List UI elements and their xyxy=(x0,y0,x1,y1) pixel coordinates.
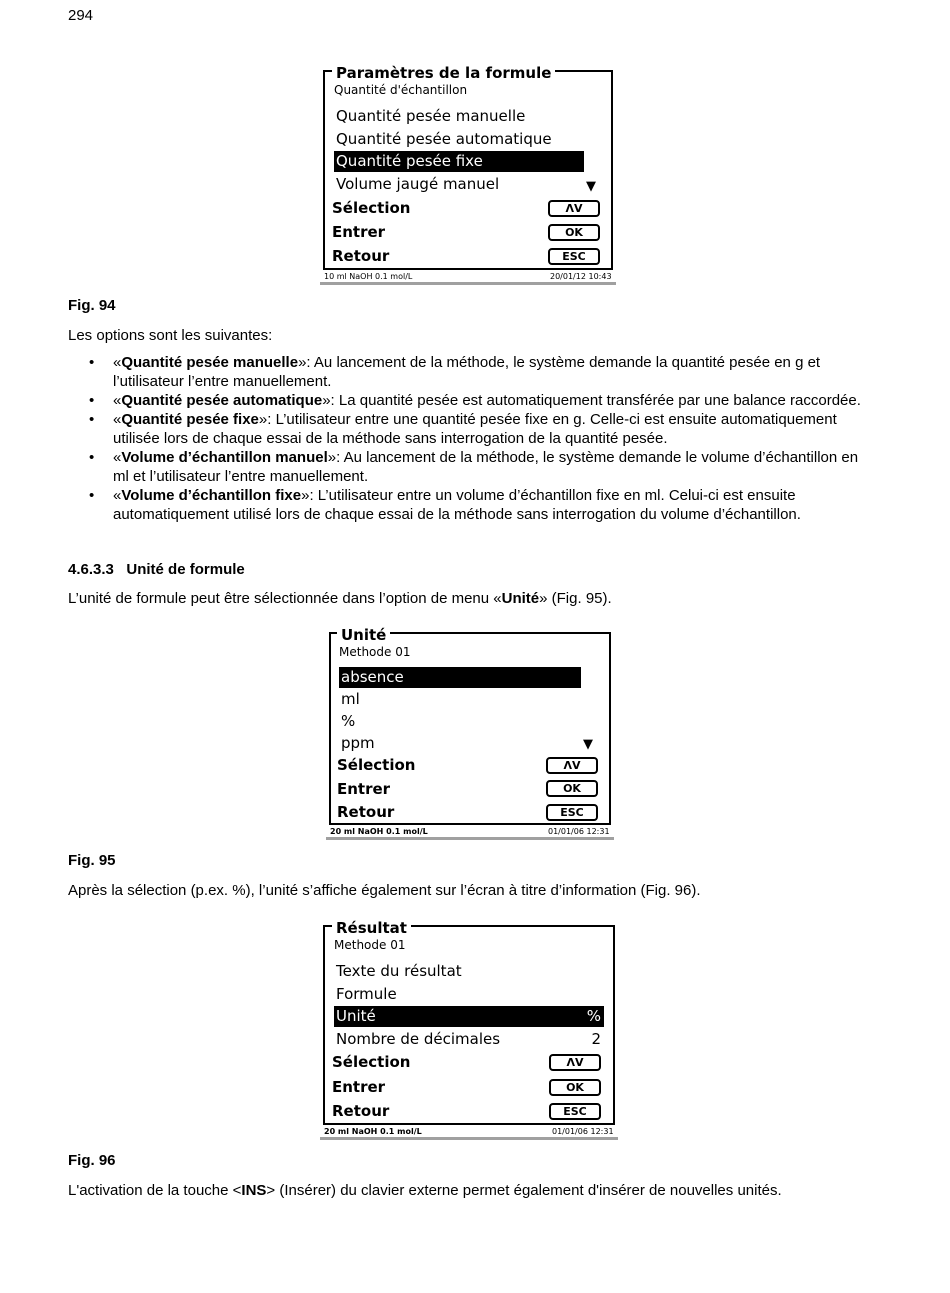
after-paragraph: Après la sélection (p.ex. %), l’unité s’affiche également sur l’écran à titre d’information (Fig. 96). xyxy=(68,882,701,899)
fig94-status-left: 10 ml NaOH 0.1 mol/L xyxy=(324,272,413,281)
intro-text: Les options sont les suivantes: xyxy=(68,327,273,344)
list-item: • «Volume d’échantillon fixe»: L’utilisateur entre un volume d’échantillon fixe en ml. Celui-ci est ensuite automatiquement utilisé lors de chaque essai de la méthode sans interrogation du volume d’échantillon. xyxy=(89,487,801,523)
list-item: • «Volume d’échantillon manuel»: Au lancement de la méthode, le système demande le volume d’échantillon en ml et l’utilisateur l’entre manuellement. xyxy=(89,449,859,485)
fig96-updown-button[interactable]: ΛV xyxy=(549,1054,601,1071)
fig94-key-enter: Entrer xyxy=(332,223,386,241)
fig95-caption: Fig. 95 xyxy=(68,852,116,869)
fig94-item-volume-manual[interactable]: Volume jaugé manuel xyxy=(336,175,500,193)
list-item: • «Quantité pesée automatique»: La quantité pesée est automatiquement transférée par une balance raccordée. xyxy=(89,392,861,409)
fig94-status-right: 20/01/12 10:43 xyxy=(550,272,612,281)
fig94-item-automatic[interactable]: Quantité pesée automatique xyxy=(336,130,552,148)
section-heading: 4.6.3.3 Unité de formule xyxy=(68,561,245,578)
options-list xyxy=(68,353,868,524)
fig96-status-right: 01/01/06 12:31 xyxy=(552,1127,614,1136)
fig94-caption: Fig. 94 xyxy=(68,297,116,314)
fig94-updown-button[interactable]: ΛV xyxy=(548,200,600,217)
fig95-subtitle: Methode 01 xyxy=(339,645,411,659)
fig96-item-formula[interactable]: Formule xyxy=(336,985,397,1003)
fig95-item-ppm[interactable]: ppm xyxy=(341,734,375,752)
fig96-subtitle: Methode 01 xyxy=(334,938,406,952)
fig95-shadow xyxy=(326,837,614,840)
fig96-shadow xyxy=(320,1137,618,1140)
fig95-screen xyxy=(326,624,614,842)
fig95-key-selection: Sélection xyxy=(337,756,416,774)
fig94-subtitle: Quantité d'échantillon xyxy=(334,83,468,97)
fig95-key-back: Retour xyxy=(337,803,395,821)
fig96-key-back: Retour xyxy=(332,1102,390,1120)
down-triangle-icon: ▼ xyxy=(583,737,593,752)
fig96-item-decimals[interactable]: Nombre de décimales 2 xyxy=(336,1030,601,1048)
fig96-key-selection: Sélection xyxy=(332,1053,411,1071)
fig96-item-result-text[interactable]: Texte du résultat xyxy=(336,962,462,980)
list-item: • «Quantité pesée fixe»: L’utilisateur entre une quantité pesée fixe en g. Celle-ci est ensuite automatiquement utilisée lors de chaque essai de la méthode sans interrogation de la quantité pesée. xyxy=(89,411,837,447)
down-triangle-icon: ▼ xyxy=(586,179,596,194)
fig95-item-ml[interactable]: ml xyxy=(341,690,360,708)
fig96-item-unit[interactable]: Unité % xyxy=(334,1006,604,1027)
fig96-ok-button[interactable]: OK xyxy=(549,1079,601,1096)
fig95-status-left: 20 ml NaOH 0.1 mol/L xyxy=(330,827,428,836)
fig96-decimals-value: 2 xyxy=(591,1030,601,1048)
fig94-title: Paramètres de la formule xyxy=(332,65,555,81)
fig94-esc-button[interactable]: ESC xyxy=(548,248,600,265)
fig95-key-enter: Entrer xyxy=(337,780,391,798)
fig96-key-enter: Entrer xyxy=(332,1078,386,1096)
fig94-key-back: Retour xyxy=(332,247,390,265)
fig95-title: Unité xyxy=(337,627,390,643)
fig94-key-selection: Sélection xyxy=(332,199,411,217)
fig94-item-fixed[interactable]: Quantité pesée fixe xyxy=(334,151,584,172)
ins-paragraph: L'activation de la touche <INS> (Insérer) du clavier externe permet également d'insérer de nouvelles unités. xyxy=(68,1182,782,1199)
fig94-shadow xyxy=(320,282,616,285)
unit-paragraph: L’unité de formule peut être sélectionnée dans l’option de menu «Unité» (Fig. 95). xyxy=(68,590,612,607)
fig94-item-manual[interactable]: Quantité pesée manuelle xyxy=(336,107,526,125)
fig95-item-absence[interactable]: absence xyxy=(339,667,581,688)
fig94-ok-button[interactable]: OK xyxy=(548,224,600,241)
fig96-title: Résultat xyxy=(332,920,411,936)
fig95-item-percent[interactable]: % xyxy=(341,712,356,730)
page-number: 294 xyxy=(68,7,94,24)
fig94-screen xyxy=(320,62,616,288)
list-item: • «Quantité pesée manuelle»: Au lancement de la méthode, le système demande la quantité pesée en g et l’utilisateur l’entre manuellement. xyxy=(89,354,821,390)
fig96-screen xyxy=(320,917,618,1143)
fig96-caption: Fig. 96 xyxy=(68,1152,116,1169)
fig96-esc-button[interactable]: ESC xyxy=(549,1103,601,1120)
fig95-updown-button[interactable]: ΛV xyxy=(546,757,598,774)
fig95-status-right: 01/01/06 12:31 xyxy=(548,827,610,836)
fig95-ok-button[interactable]: OK xyxy=(546,780,598,797)
fig95-esc-button[interactable]: ESC xyxy=(546,804,598,821)
fig96-unit-value: % xyxy=(586,1007,601,1025)
fig96-status-left: 20 ml NaOH 0.1 mol/L xyxy=(324,1127,422,1136)
